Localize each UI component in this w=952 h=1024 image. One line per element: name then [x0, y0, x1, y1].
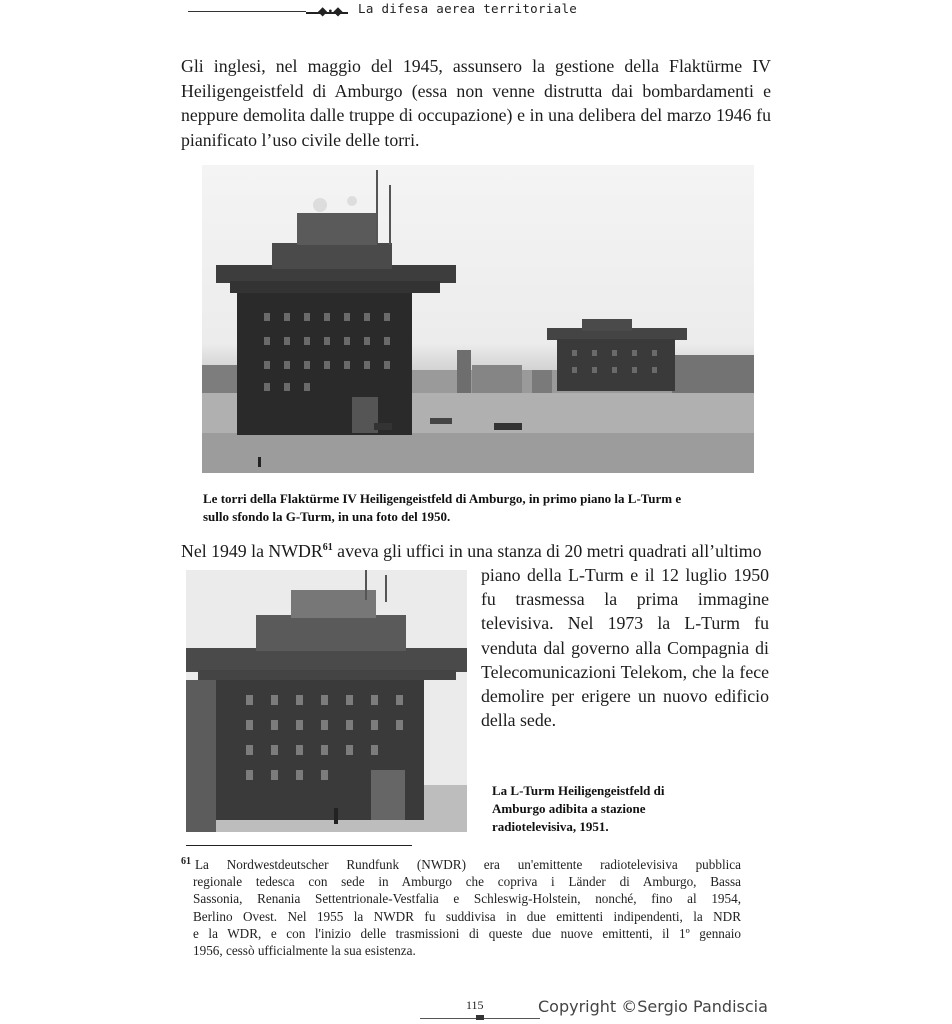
caption-line: La L-Turm Heiligengeistfeld di: [492, 783, 665, 798]
footnote-line: [181, 856, 741, 873]
copyright-notice: Copyright ©Sergio Pandiscia: [538, 997, 768, 1016]
paragraph-1: [181, 54, 771, 152]
paragraph-1-line: Heiligengeistfeld di Amburgo (essa non venne distrutta dai bombardamenti e: [181, 80, 771, 101]
paragraph-2-line: demolire per erigere un nuovo edificio: [481, 686, 769, 707]
footnote-line: Sassonia, Renania Settentrionale-Vestfalia e Schleswig-Holstein, nonché, fino al 1954,: [193, 891, 741, 907]
caption-line: sullo sfondo la G-Turm, in una foto del 1950.: [203, 509, 451, 524]
paragraph-1-line: pianificato l’uso civile delle torri.: [181, 129, 420, 150]
paragraph-2-text: aveva gli uffici in una stanza di 20 metri quadrati all’ultimo: [332, 541, 762, 561]
footer-ornament-center: [476, 1015, 484, 1020]
paragraph-2-line: fu trasmessa la prima immagine: [481, 589, 769, 610]
footnote-line-text: La Nordwestdeutscher Rundfunk (NWDR) era un'emittente radiotelevisiva pubblica: [195, 857, 741, 872]
footnote-line: e la WDR, e con l'inizio delle trasmissioni di queste due nuove emittenti, il 1º gennaio: [193, 925, 741, 941]
photo-1-caption: [203, 490, 763, 526]
paragraph-1-line: Gli inglesi, nel maggio del 1945, assunsero la gestione della Flaktürme IV: [181, 56, 771, 76]
footnote-number: 61: [181, 856, 191, 867]
footnote-separator: [186, 845, 412, 846]
paragraph-2-line: venduta dal governo alla Compagnia di: [481, 637, 769, 658]
paragraph-2-wrapped: [481, 563, 769, 732]
page-number: 115: [466, 998, 484, 1012]
paragraph-2-line: televisiva. Nel 1973 la L-Turm fu: [481, 613, 769, 634]
footnote-line: Berlino Ovest. Nel 1955 la NWDR fu suddivisa in due emittenti indipendenti, la NDR: [193, 908, 741, 924]
paragraph-2-line: Telecomunicazioni Telekom, che la fece: [481, 661, 769, 682]
header-ornament: ◆•◆: [318, 4, 344, 18]
paragraph-2-text: Nel 1949 la NWDR: [181, 541, 323, 561]
caption-line: Amburgo adibita a stazione: [492, 801, 646, 816]
paragraph-2-first-line: [181, 539, 773, 563]
header-title: La difesa aerea territoriale: [358, 1, 578, 16]
paragraph-2-line: piano della L-Turm e il 12 luglio 1950: [481, 565, 769, 585]
caption-line: radiotelevisiva, 1951.: [492, 819, 609, 834]
header-rule: [188, 11, 306, 12]
flak-towers-photo: [202, 165, 754, 473]
l-turm-photo: [186, 570, 467, 832]
footer-ornament: [420, 1017, 540, 1020]
paragraph-1-line: neppure demolita dalle truppe di occupazione) e in una delibera del marzo 1946 fu: [181, 105, 771, 125]
running-header: [188, 0, 748, 20]
footnote-reference[interactable]: 61: [322, 542, 333, 553]
footnote-line: regionale tedesca con sede in Amburgo che copriva i Länder di Amburgo, Bassa: [193, 874, 741, 890]
caption-line: Le torri della Flaktürme IV Heiligengeistfeld di Amburgo, in primo piano la L-Turm e: [203, 491, 682, 506]
footnote-line: 1956, cessò ufficialmente la sua esistenza.: [193, 943, 416, 959]
photo-2-caption: [492, 782, 752, 836]
paragraph-2-line: della sede.: [481, 710, 557, 731]
footnote-61: [181, 856, 741, 959]
